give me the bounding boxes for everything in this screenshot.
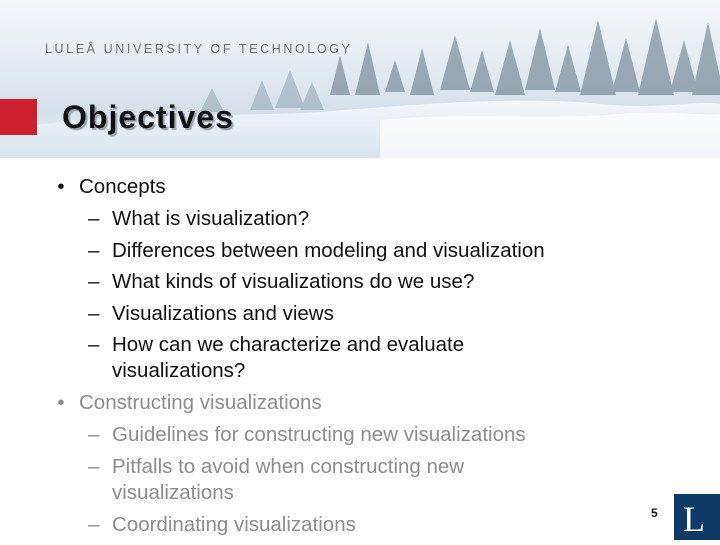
dash-icon: – <box>88 513 100 536</box>
slide-title: Objectives <box>62 99 234 135</box>
university-logo <box>674 494 720 540</box>
section-heading: Concepts <box>79 175 166 198</box>
list-item-text: Differences between modeling and visualization <box>112 239 545 262</box>
dash-icon: – <box>88 270 100 293</box>
dash-icon: – <box>88 423 100 446</box>
dash-icon: – <box>88 239 100 262</box>
dash-icon: – <box>88 207 100 230</box>
ltu-logo-icon <box>674 494 720 540</box>
list-item-text: Coordinating visualizations <box>112 513 356 536</box>
list-item-continuation: visualizations <box>112 481 234 504</box>
list-item-text: Guidelines for constructing new visualizations <box>112 423 526 446</box>
accent-square <box>0 99 37 135</box>
bullet-icon: • <box>57 175 65 198</box>
section-heading: Constructing visualizations <box>79 391 322 414</box>
university-name: LULEÅ UNIVERSITY OF TECHNOLOGY <box>45 42 353 56</box>
dash-icon: – <box>88 302 100 325</box>
bullet-icon: • <box>57 391 65 414</box>
dash-icon: – <box>88 455 100 478</box>
logo-letter: L <box>683 499 705 539</box>
list-item-text: What is visualization? <box>112 207 310 230</box>
list-item-text: What kinds of visualizations do we use? <box>112 270 475 293</box>
list-item-text: How can we characterize and evaluate <box>112 333 465 356</box>
page-number: 5 <box>651 506 658 520</box>
list-item-text: Visualizations and views <box>112 302 334 325</box>
dash-icon: – <box>88 333 100 356</box>
list-item-continuation: visualizations? <box>112 359 246 382</box>
list-item-text: Pitfalls to avoid when constructing new <box>112 455 465 478</box>
